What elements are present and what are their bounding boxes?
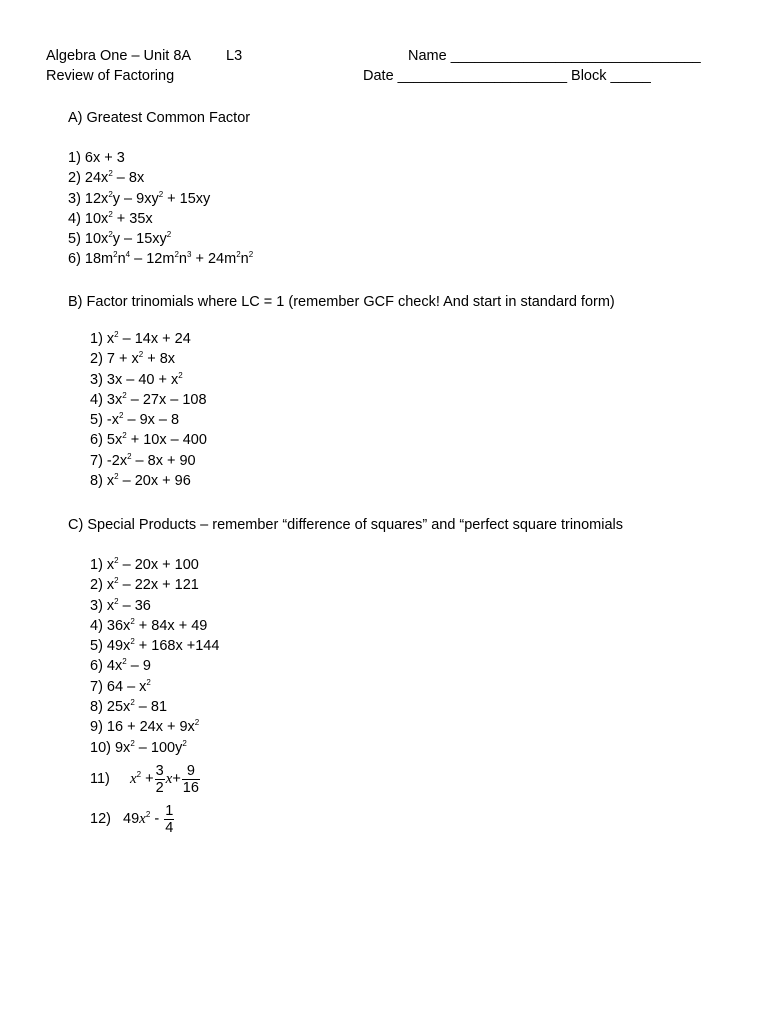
list-item: 2) $7 + x^2 + 8x$ xyxy=(90,350,176,368)
exponent: 2 xyxy=(158,189,164,199)
exponent: 2 xyxy=(194,718,200,728)
section-c-list xyxy=(90,555,219,758)
list-item: 4) $10x^2 + 35x$ xyxy=(68,209,153,227)
name-field-label: Name _______________________________ xyxy=(408,48,701,64)
list-item: 1) 6x + 3 xyxy=(68,150,125,166)
exponent: 4 xyxy=(125,250,131,260)
exponent: 2 xyxy=(119,411,124,421)
item-number: 11) xyxy=(90,771,110,787)
exponent: 2 xyxy=(174,250,179,260)
list-item: 4) $3x^2 - 27x - 108$ xyxy=(90,390,207,408)
list-item: 2) $x^2 - 22x + 121$ xyxy=(90,576,199,594)
exponent: 2 xyxy=(122,431,127,441)
list-item: 6) $5x^2 + 10x - 400$ xyxy=(90,431,207,449)
exponent: 2 xyxy=(248,250,254,260)
list-item: 3) $x^2 - 36$ xyxy=(90,596,151,614)
exponent: 2 xyxy=(108,189,113,199)
exponent: 2 xyxy=(114,596,119,606)
exponent: 2 xyxy=(108,169,113,179)
plus-sign: + xyxy=(172,771,181,787)
list-item: 5) $10x^2y - 15xy^2$ xyxy=(68,230,172,248)
list-item: 5) $49x^2 + 168x +144$ xyxy=(90,637,220,655)
item-number: 12) xyxy=(90,811,111,827)
exponent: 2 xyxy=(114,576,119,586)
fraction-denominator: 2 xyxy=(155,779,164,796)
exponent: 2 xyxy=(178,370,183,380)
list-item: 10) $9x^2 - 100y^2$ xyxy=(90,738,187,756)
fraction-numerator: 1 xyxy=(165,802,174,819)
list-item: 8) $25x^2 - 81$ xyxy=(90,698,168,716)
fraction-numerator: 9 xyxy=(186,762,195,779)
math-variable: x xyxy=(129,771,137,787)
exponent: 2 xyxy=(113,250,118,260)
list-item: 5) $-x^2 - 9x - 8$ xyxy=(90,411,180,429)
fraction xyxy=(182,763,200,796)
exponent: 2 xyxy=(122,390,127,400)
math-variable: x xyxy=(165,771,173,787)
minus-sign: - xyxy=(154,811,160,827)
fraction-denominator: 4 xyxy=(165,819,174,836)
course-title: Algebra One – Unit 8A xyxy=(46,48,192,64)
exponent: 2 xyxy=(166,230,172,240)
fraction xyxy=(155,763,165,796)
list-item: 4) $36x^2 + 84x + 49$ xyxy=(90,616,208,634)
date-block-field-label: Date _____________________ Block _____ xyxy=(363,68,651,84)
exponent: 2 xyxy=(114,556,119,565)
fraction xyxy=(164,803,174,836)
exponent: 2 xyxy=(130,616,135,626)
list-item: 7) $64 - x^2$ xyxy=(90,677,151,695)
worksheet-subtitle: Review of Factoring xyxy=(46,68,175,84)
list-item: 9) $16 + 24x + 9x^2$ xyxy=(90,718,200,736)
exponent: 2 xyxy=(108,209,113,219)
exponent: 2 xyxy=(114,472,119,482)
exponent: 2 xyxy=(130,637,135,647)
fraction-numerator: 3 xyxy=(155,762,164,779)
section-c-title: C) Special Products – remember “difference of squares” and “perfect square trinomials xyxy=(68,517,624,533)
exponent: 2 xyxy=(130,698,135,708)
section-b-title: B) Factor trinomials where LC = 1 (remember GCF check! And start in standard form) xyxy=(68,294,615,310)
exponent: 2 xyxy=(236,250,241,260)
list-item: 8) $x^2 - 20x + 96$ xyxy=(90,472,191,490)
exponent: 2 xyxy=(122,657,127,667)
exponent: 2 xyxy=(136,770,142,779)
exponent: 2 xyxy=(130,738,135,748)
section-a-list xyxy=(68,148,253,270)
exponent: 2 xyxy=(146,677,151,687)
list-item: 3) $12x^2y - 9xy^2 + 15xy$ xyxy=(68,189,211,207)
lesson-label: L3 xyxy=(226,48,243,64)
coefficient: 49 xyxy=(123,811,140,827)
fraction-denominator: 16 xyxy=(182,779,199,796)
section-a-title: A) Greatest Common Factor xyxy=(68,110,251,126)
list-item: 6) $4x^2 - 9$ xyxy=(90,657,151,675)
exponent: 3 xyxy=(187,250,192,260)
list-item-12 xyxy=(90,802,175,838)
list-item: 7) $-2x^2 - 8x + 90$ xyxy=(90,451,196,469)
exponent: 2 xyxy=(108,230,113,240)
list-item: 1) $x^2 - 14x + 24$ xyxy=(90,330,191,347)
exponent: 2 xyxy=(114,330,119,339)
section-b-list xyxy=(90,329,207,491)
plus-sign: + xyxy=(145,771,154,787)
math-variable: x xyxy=(139,811,146,827)
list-item: 2) $24x^2 - 8x$ xyxy=(68,169,145,187)
exponent: 2 xyxy=(138,350,144,360)
list-item: 1) $x^2 - 20x + 100$ xyxy=(90,556,199,573)
exponent: 2 xyxy=(182,738,187,748)
list-item-11 xyxy=(90,762,201,798)
exponent: 2 xyxy=(145,810,151,819)
exponent: 2 xyxy=(127,451,132,461)
list-item: 3) $3x - 40 + x^2$ xyxy=(90,370,183,388)
list-item: 6) $18m^2n^4 - 12m^2n^3 + 24m^2n^2$ xyxy=(68,250,254,268)
